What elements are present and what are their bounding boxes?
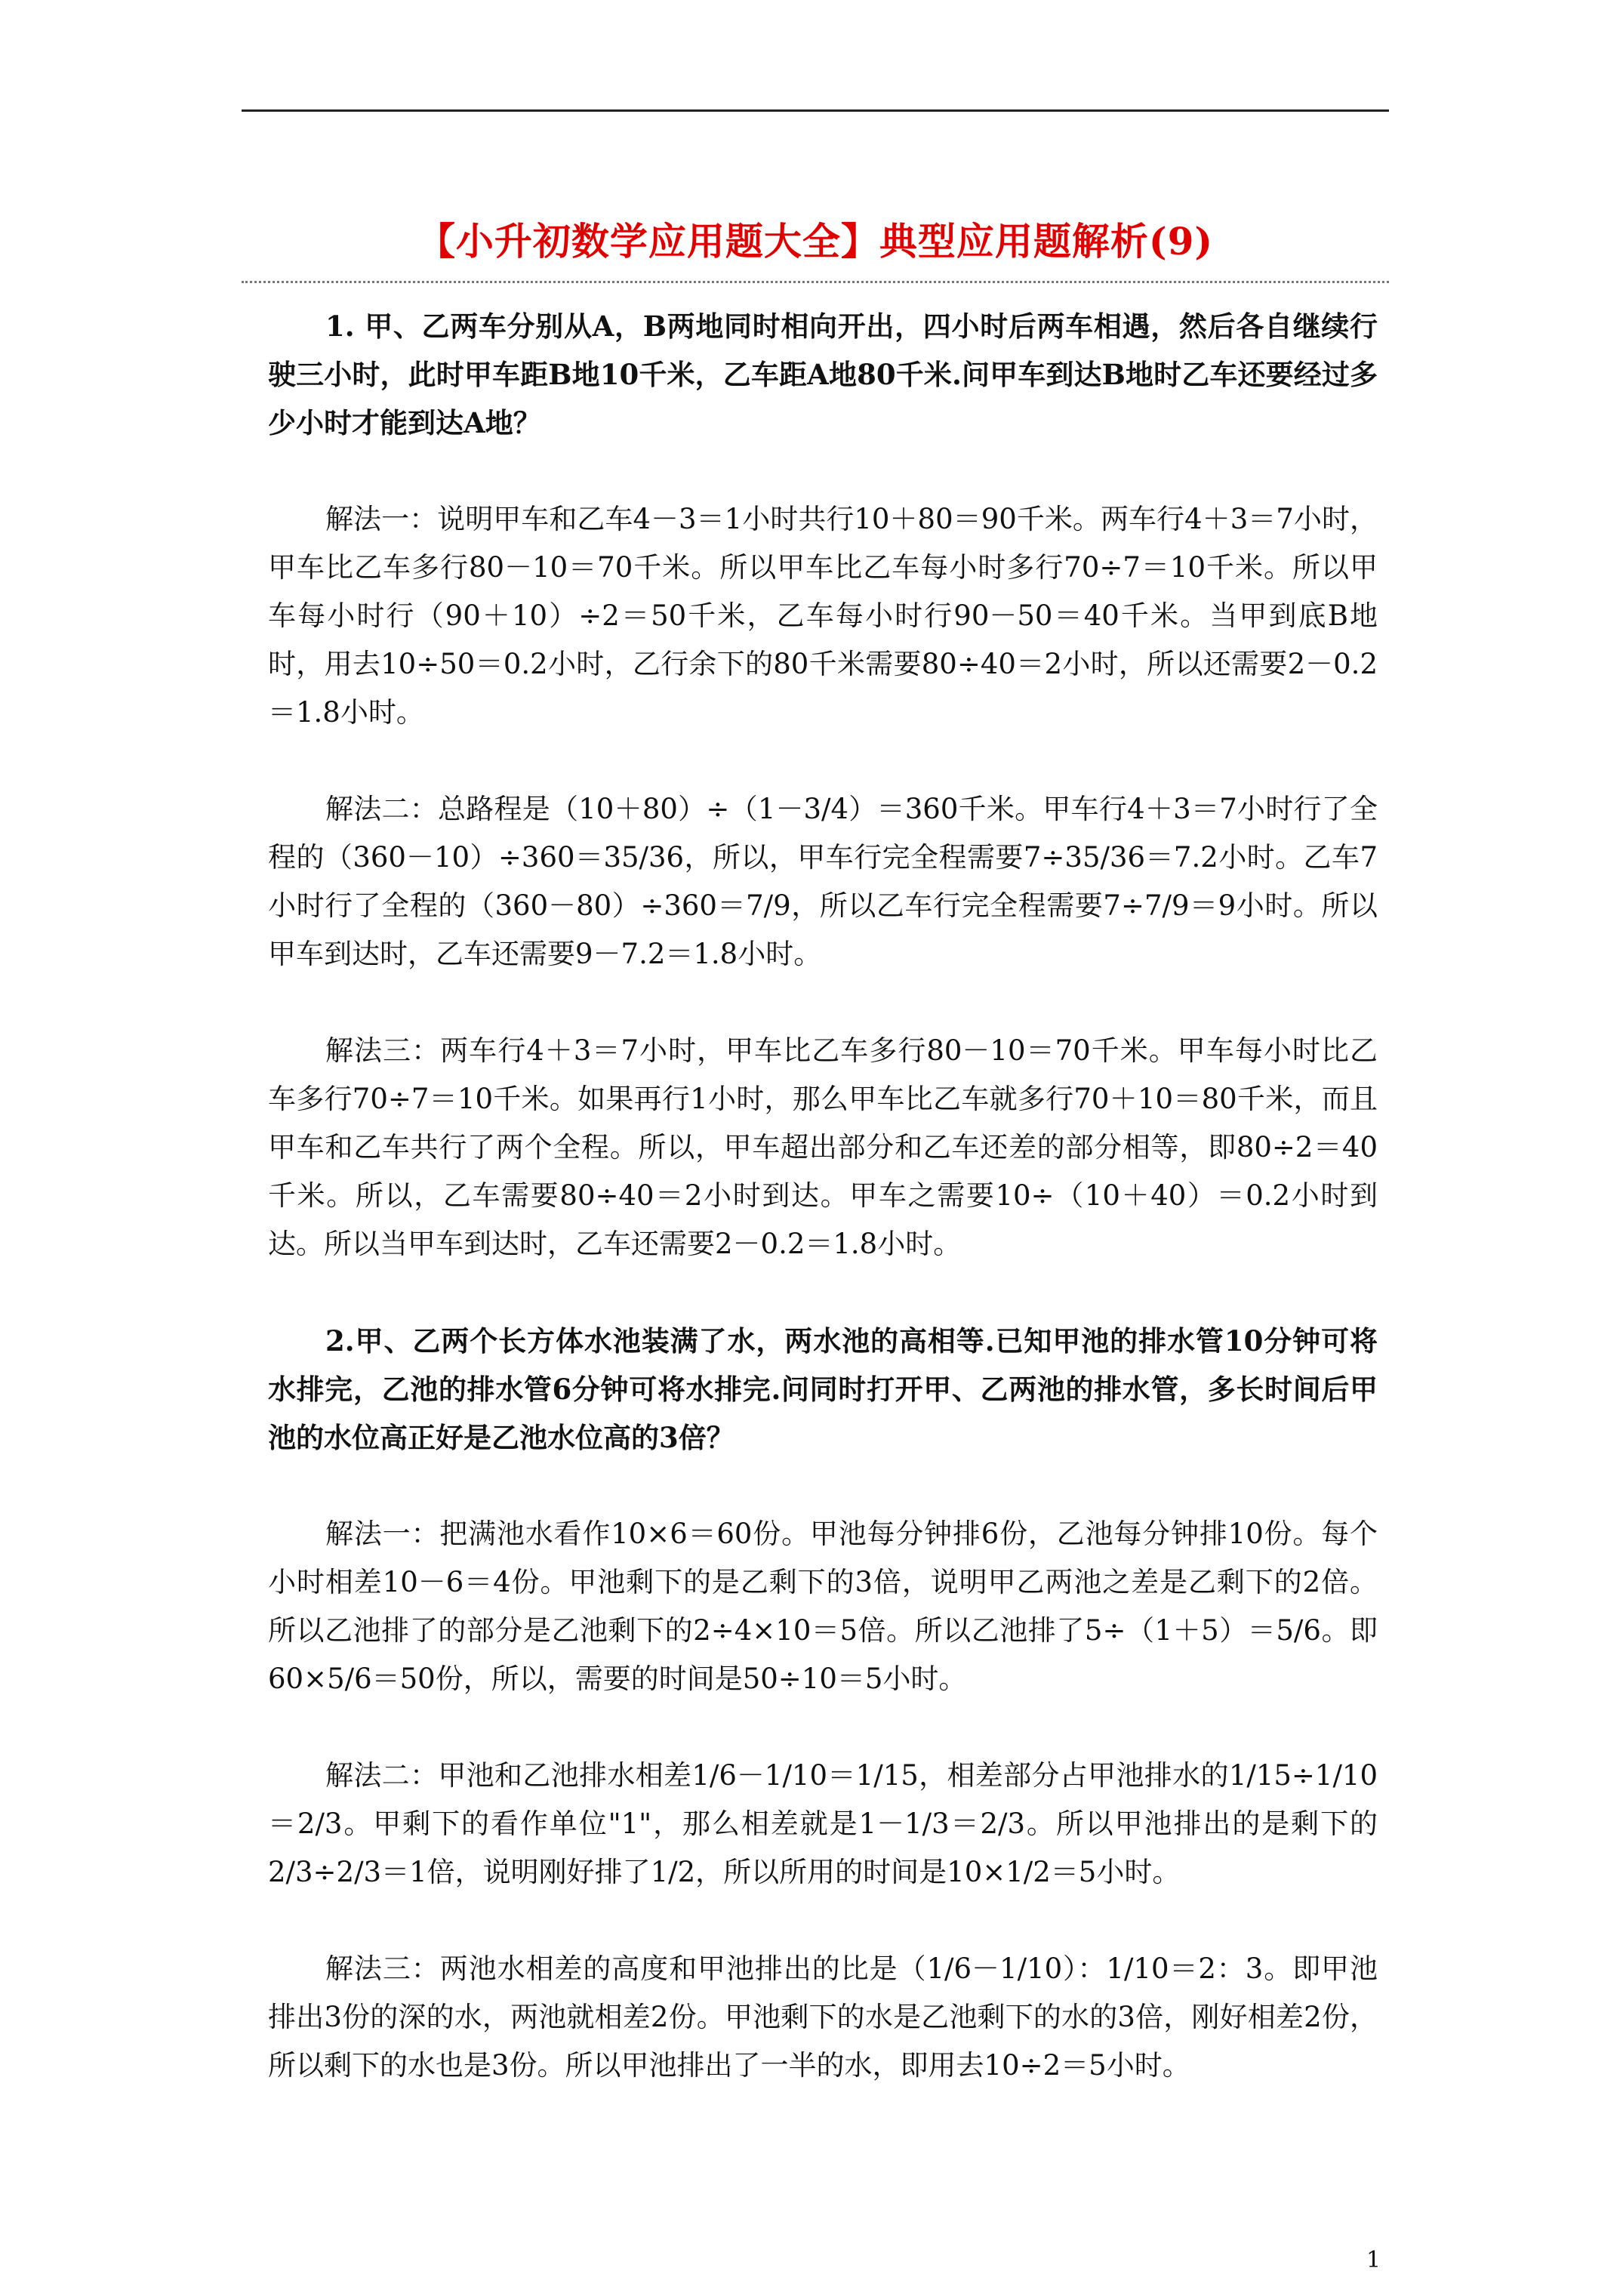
page-number: 1 [1366, 2247, 1381, 2273]
problem-1-solution-3: 解法三：两车行4＋3＝7小时，甲车比乙车多行80－10＝70千米。甲车每小时比乙车多行70÷7＝10千米。如果再行1小时，那么甲车比乙车就多行70＋10＝80千米，而且甲车和乙车共行了两个全程。所以，甲车超出部分和乙车还差的部分相等，即80÷2＝40千米。所以，乙车需要80÷40＝2小时到达。甲车之需要10÷（10＋40）＝0.2小时到达。所以当甲车到达时，乙车还需要2－0.2＝1.8小时。 [268, 1034, 1378, 1260]
problem-2-solution-3: 解法三：两池水相差的高度和甲池排出的比是（1/6－1/10）：1/10＝2：3。即甲池排出3份的深的水，两池就相差2份。甲池剩下的水是乙池剩下的水的3倍，刚好相差2份，所以剩下的水也是3份。所以甲池排出了一半的水，即用去10÷2＝5小时。 [268, 1952, 1378, 2082]
document-title: 【小升初数学应用题大全】典型应用题解析(9) [417, 219, 1214, 264]
problem-2-solution-2: 解法二：甲池和乙池排水相差1/6－1/10＝1/15，相差部分占甲池排水的1/15÷1/10＝2/3。甲剩下的看作单位"1"，那么相差就是1－1/3＝2/3。所以甲池排出的是剩下的2/3÷2/3＝1倍，说明刚好排了1/2，所以所用的时间是10×1/2＝5小时。 [268, 1759, 1378, 1888]
problem-1-solution-1: 解法一：说明甲车和乙车4－3＝1小时共行10＋80＝90千米。两车行4＋3＝7小时，甲车比乙车多行80－10＝70千米。所以甲车比乙车每小时多行70÷7＝10千米。所以甲车每小时行（90＋10）÷2＝50千米，乙车每小时行90－50＝40千米。当甲到底B地时，用去10÷50＝0.2小时，乙行余下的80千米需要80÷40＝2小时，所以还需要2－0.2＝1.8小时。 [268, 503, 1378, 729]
title-divider [242, 281, 1389, 283]
problem-1-solution-2: 解法二：总路程是（10＋80）÷（1－3/4）＝360千米。甲车行4＋3＝7小时行了全程的（360－10）÷360＝35/36，所以，甲车行完全程需要7÷35/36＝7.2小时。乙车7小时行了全程的（360－80）÷360＝7/9，所以乙车行完全程需要7÷7/9＝9小时。所以甲车到达时，乙车还需要9－7.2＝1.8小时。 [268, 793, 1378, 970]
problem-2-question: 2.甲、乙两个长方体水池装满了水，两水池的高相等.已知甲池的排水管10分钟可将水排完，乙池的排水管6分钟可将水排完.问同时打开甲、乙两池的排水管，多长时间后甲池的水位高正好是乙池水位高的3倍？ [268, 1324, 1378, 1454]
header-rule [242, 109, 1389, 112]
problem-2-solution-1: 解法一：把满池水看作10×6＝60份。甲池每分钟排6份，乙池每分钟排10份。每个小时相差10－6＝4份。甲池剩下的是乙剩下的3倍，说明甲乙两池之差是乙剩下的2倍。所以乙池排了的部分是乙池剩下的2÷4×10＝5倍。所以乙池排了5÷（1＋5）＝5/6。即60×5/6＝50份，所以，需要的时间是50÷10＝5小时。 [268, 1518, 1378, 1695]
document-body [268, 302, 1378, 2090]
problem-1-question: 1. 甲、乙两车分别从A，B两地同时相向开出，四小时后两车相遇，然后各自继续行驶三小时，此时甲车距B地10千米，乙车距A地80千米.问甲车到达B地时乙车还要经过多少小时才能到达A地？ [268, 310, 1378, 439]
